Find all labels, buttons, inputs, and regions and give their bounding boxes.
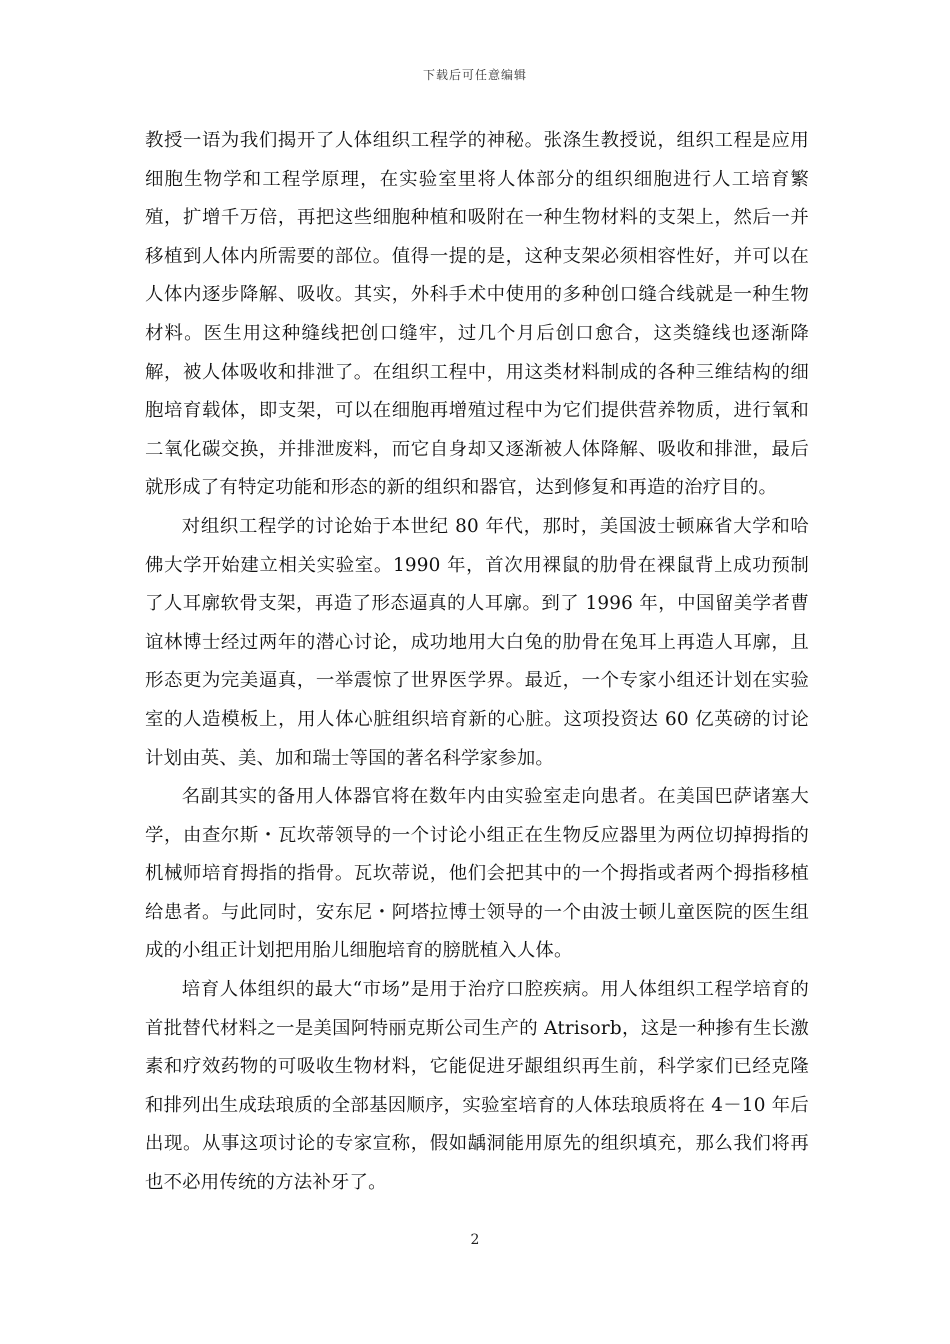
paragraph-2: 对组织工程学的讨论始于本世纪 80 年代，那时，美国波士顿麻省大学和哈佛大学开始建立相关实验室。1990 年，首次用裸鼠的肋骨在裸鼠背上成功预制了人耳廓软骨支架，再造了形态逼真的人耳廓。到了 1996 年，中国留美学者曹谊林博士经过两年的潜心讨论，成功地用大白兔的肋骨在兔耳上再造人耳廓，且形态更为完美逼真，一举震惊了世界医学界。最近，一个专家小组还计划在实验室的人造模板上，用人体心脏组织培育新的心脏。这项投资达 60 亿英磅的讨论计划由英、美、加和瑞士等国的著名科学家参加。 — [145, 515, 809, 769]
paragraph-3: 名副其实的备用人体器官将在数年内由实验室走向患者。在美国巴萨诸塞大学，由查尔斯・瓦坎蒂领导的一个讨论小组正在生物反应器里为两位切掉拇指的机械师培育拇指的指骨。瓦坎蒂说，他们会把其中的一个拇指或者两个拇指移植给患者。与此同时，安东尼・阿塔拉博士领导的一个由波士顿儿童医院的医生组成的小组正计划把用胎儿细胞培育的膀胱植入人体。 — [145, 786, 809, 962]
paragraph-4: 培育人体组织的最大“市场”是用于治疗口腔疾病。用人体组织工程学培育的首批替代材料之一是美国阿特丽克斯公司生产的 Atrisorb，这是一种掺有生长激素和疗效药物的可吸收生物材料，它能促进牙龈组织再生前，科学家们已经克隆和排列出生成珐琅质的全部基因顺序，实验室培育的人体珐琅质将在 4－10 年后出现。从事这项讨论的专家宣称，假如龋洞能用原先的组织填充，那么我们将再也不必用传统的方法补牙了。 — [145, 979, 809, 1194]
document-body — [145, 122, 809, 1203]
page-number: 2 — [470, 1232, 480, 1248]
page-header: 下载后可任意编辑 — [422, 68, 527, 82]
paragraph-1: 教授一语为我们揭开了人体组织工程学的神秘。张涤生教授说，组织工程是应用细胞生物学和工程学原理，在实验室里将人体部分的组织细胞进行人工培育繁殖，扩增千万倍，再把这些细胞种植和吸附在一种生物材料的支架上，然后一并移植到人体内所需要的部位。值得一提的是，这种支架必须相容性好，并可以在人体内逐步降解、吸收。其实，外科手术中使用的多种创口缝合线就是一种生物材料。医生用这种缝线把创口缝牢，过几个月后创口愈合，这类缝线也逐渐降解，被人体吸收和排泄了。在组织工程中，用这类材料制成的各种三维结构的细胞培育载体，即支架，可以在细胞再增殖过程中为它们提供营养物质，进行氧和二氧化碳交换，并排泄废料，而它自身却又逐渐被人体降解、吸收和排泄，最后就形成了有特定功能和形态的新的组织和器官，达到修复和再造的治疗目的。 — [145, 130, 809, 499]
